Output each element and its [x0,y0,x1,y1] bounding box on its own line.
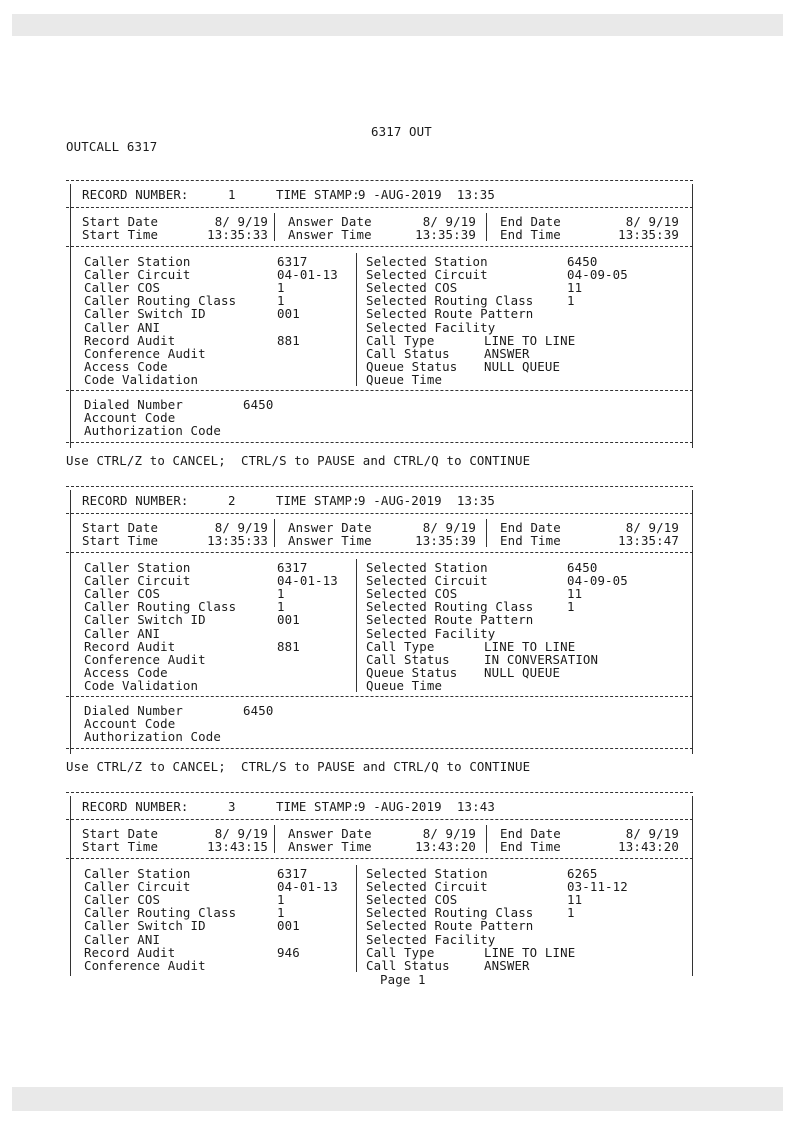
selected-field-label: Selected Facility [366,319,496,335]
selected-field-label: Selected Routing Class [366,293,534,309]
record-number: 2 [228,493,236,508]
end-time: 13:35:47 [618,533,679,548]
start-date: 8/ 9/19 [214,826,268,841]
caller-field-value: 946 [277,944,300,960]
dates-separator [66,246,693,247]
caller-field-label: Record Audit [84,638,176,654]
cancel-instructions: Use CTRL/Z to CANCEL; CTRL/S to PAUSE and CTRL/Q to CONTINUE [66,453,531,468]
end-date: 8/ 9/19 [625,214,679,229]
header-separator [66,819,693,820]
selected-field-value: NULL QUEUE [484,664,561,680]
caller-field-label: Caller COS [84,586,161,602]
caller-field-label: Conference Audit [84,345,206,361]
report-subtitle: OUTCALL 6317 [66,139,158,154]
caller-field-label: Record Audit [84,332,176,348]
selected-field-label: Call Status [366,957,450,973]
selected-field-label: Selected Circuit [366,879,488,895]
column-divider [356,253,357,386]
answer-time-label: Answer Time [288,839,372,854]
column-divider [356,865,357,972]
column-divider [274,825,275,853]
caller-field-label: Caller Routing Class [84,599,237,615]
record-number: 1 [228,187,236,202]
record-top-separator [66,486,693,487]
selected-field-value: ANSWER [484,345,530,361]
dates-separator [66,552,693,553]
selected-field-value: 11 [567,892,583,908]
selected-field-value: 1 [567,293,575,309]
start-date: 8/ 9/19 [214,520,268,535]
record-right-border [692,184,693,448]
selected-field-label: Selected Route Pattern [366,918,534,934]
record-right-border [692,796,693,976]
caller-field-value: 6317 [277,254,308,269]
caller-field-label: Caller COS [84,892,161,908]
selected-field-label: Call Status [366,345,450,361]
caller-field-label: Caller ANI [84,931,161,947]
selected-field-value: LINE TO LINE [484,332,576,348]
start-date-label: Start Date [82,826,159,841]
dialed-number: 6450 [243,703,274,718]
caller-field-label: Caller ANI [84,319,161,335]
end-time-label: End Time [500,227,561,242]
header-separator [66,207,693,208]
caller-field-label: Caller Switch ID [84,612,206,628]
record-bottom-separator [66,748,693,749]
answer-date: 8/ 9/19 [422,520,476,535]
record-right-border [692,490,693,754]
end-date-label: End Date [500,214,561,229]
selected-field-value: NULL QUEUE [484,358,561,374]
end-time: 13:35:39 [618,227,679,242]
body-separator [66,696,693,697]
selected-field-label: Queue Time [366,677,443,693]
record-bottom-separator [66,442,693,443]
selected-field-value: ANSWER [484,957,530,973]
caller-field-label: Caller ANI [84,625,161,641]
caller-field-label: Conference Audit [84,651,206,667]
selected-field-value: 6450 [567,560,598,575]
selected-field-label: Call Type [366,638,435,654]
selected-field-value: 03-11-12 [567,879,628,895]
selected-field-label: Selected Facility [366,931,496,947]
caller-field-label: Code Validation [84,371,199,387]
caller-field-label: Caller Circuit [84,267,191,283]
answer-date: 8/ 9/19 [422,826,476,841]
caller-field-label: Caller Station [84,866,191,881]
selected-field-label: Queue Time [366,371,443,387]
selected-field-value: 6450 [567,254,598,269]
column-divider [486,825,487,853]
answer-time-label: Answer Time [288,227,372,242]
record-number-label: RECORD NUMBER: [82,799,189,814]
caller-field-value: 04-01-13 [277,879,338,895]
answer-date: 8/ 9/19 [422,214,476,229]
caller-field-label: Caller Switch ID [84,918,206,934]
end-date-label: End Date [500,520,561,535]
answer-date-label: Answer Date [288,214,372,229]
caller-field-value: 04-01-13 [277,573,338,589]
selected-field-value: 11 [567,586,583,602]
record-left-border [70,184,71,448]
caller-field-value: 6317 [277,866,308,881]
caller-field-value: 1 [277,280,285,296]
selected-field-label: Selected Route Pattern [366,306,534,322]
selected-field-label: Selected COS [366,280,458,296]
start-time-label: Start Time [82,839,159,854]
end-time-label: End Time [500,533,561,548]
cancel-instructions: Use CTRL/Z to CANCEL; CTRL/S to PAUSE and CTRL/Q to CONTINUE [66,759,531,774]
answer-date-label: Answer Date [288,520,372,535]
end-date: 8/ 9/19 [625,520,679,535]
caller-field-value: 1 [277,892,285,908]
selected-field-label: Selected Route Pattern [366,612,534,628]
selected-field-label: Call Type [366,944,435,960]
record-left-border [70,796,71,976]
caller-field-value: 1 [277,586,285,602]
answer-time: 13:35:39 [415,533,476,548]
time-stamp-label: TIME STAMP: [276,493,360,508]
start-time: 13:35:33 [207,533,268,548]
answer-time: 13:35:39 [415,227,476,242]
column-divider [356,559,357,692]
end-time: 13:43:20 [618,839,679,854]
selected-field-value: 11 [567,280,583,296]
selected-field-label: Selected COS [366,892,458,908]
end-time-label: End Time [500,839,561,854]
scan-edge-top [12,14,783,36]
caller-field-label: Access Code [84,664,168,680]
scan-edge-bottom [12,1087,783,1111]
header-separator [66,513,693,514]
selected-field-value: 1 [567,905,575,921]
account-code-label: Account Code [84,716,176,731]
selected-field-value: 04-09-05 [567,267,628,283]
time-stamp: 9 -AUG-2019 13:43 [358,799,495,814]
time-stamp-label: TIME STAMP: [276,187,360,202]
caller-field-label: Caller Routing Class [84,293,237,309]
selected-field-label: Call Type [366,332,435,348]
record-number: 3 [228,799,236,814]
account-code-label: Account Code [84,410,176,425]
caller-field-value: 001 [277,918,300,934]
caller-field-value: 001 [277,612,300,628]
dates-separator [66,858,693,859]
caller-field-value: 001 [277,306,300,322]
caller-field-value: 6317 [277,560,308,575]
caller-field-label: Code Validation [84,677,199,693]
selected-field-value: 6265 [567,866,598,881]
answer-date-label: Answer Date [288,826,372,841]
column-divider [274,519,275,547]
caller-field-label: Caller Circuit [84,879,191,895]
caller-field-label: Caller Circuit [84,573,191,589]
authorization-code-label: Authorization Code [84,729,221,744]
caller-field-value: 04-01-13 [277,267,338,283]
caller-field-label: Caller Switch ID [84,306,206,322]
caller-field-label: Caller Station [84,254,191,269]
dialed-number-label: Dialed Number [84,703,183,718]
selected-field-label: Call Status [366,651,450,667]
selected-field-label: Selected Station [366,254,488,269]
start-date-label: Start Date [82,214,159,229]
start-time-label: Start Time [82,227,159,242]
selected-field-label: Selected COS [366,586,458,602]
selected-field-label: Selected Routing Class [366,599,534,615]
authorization-code-label: Authorization Code [84,423,221,438]
page-title: 6317 OUT [371,124,432,139]
caller-field-label: Caller Station [84,560,191,575]
caller-field-value: 881 [277,332,300,348]
record-number-label: RECORD NUMBER: [82,187,189,202]
column-divider [486,213,487,241]
time-stamp: 9 -AUG-2019 13:35 [358,493,495,508]
column-divider [486,519,487,547]
end-date: 8/ 9/19 [625,826,679,841]
selected-field-label: Selected Facility [366,625,496,641]
time-stamp-label: TIME STAMP: [276,799,360,814]
caller-field-label: Record Audit [84,944,176,960]
answer-time-label: Answer Time [288,533,372,548]
record-left-border [70,490,71,754]
caller-field-label: Conference Audit [84,957,206,973]
record-top-separator [66,180,693,181]
caller-field-value: 881 [277,638,300,654]
dialed-number-label: Dialed Number [84,397,183,412]
caller-field-value: 1 [277,599,285,615]
start-date-label: Start Date [82,520,159,535]
selected-field-label: Selected Circuit [366,267,488,283]
end-date-label: End Date [500,826,561,841]
selected-field-label: Selected Circuit [366,573,488,589]
caller-field-value: 1 [277,905,285,921]
time-stamp: 9 -AUG-2019 13:35 [358,187,495,202]
selected-field-label: Queue Status [366,664,458,680]
record-number-label: RECORD NUMBER: [82,493,189,508]
caller-field-label: Caller COS [84,280,161,296]
start-time: 13:43:15 [207,839,268,854]
selected-field-value: 1 [567,599,575,615]
selected-field-value: IN CONVERSATION [484,651,599,667]
selected-field-value: LINE TO LINE [484,638,576,654]
start-time-label: Start Time [82,533,159,548]
selected-field-label: Selected Station [366,560,488,575]
record-top-separator [66,792,693,793]
start-time: 13:35:33 [207,227,268,242]
column-divider [274,213,275,241]
selected-field-value: LINE TO LINE [484,944,576,960]
selected-field-label: Queue Status [366,358,458,374]
caller-field-value: 1 [277,293,285,309]
answer-time: 13:43:20 [415,839,476,854]
caller-field-label: Caller Routing Class [84,905,237,921]
body-separator [66,390,693,391]
page-number: Page 1 [380,972,426,987]
caller-field-label: Access Code [84,358,168,374]
selected-field-label: Selected Routing Class [366,905,534,921]
start-date: 8/ 9/19 [214,214,268,229]
dialed-number: 6450 [243,397,274,412]
selected-field-label: Selected Station [366,866,488,881]
selected-field-value: 04-09-05 [567,573,628,589]
